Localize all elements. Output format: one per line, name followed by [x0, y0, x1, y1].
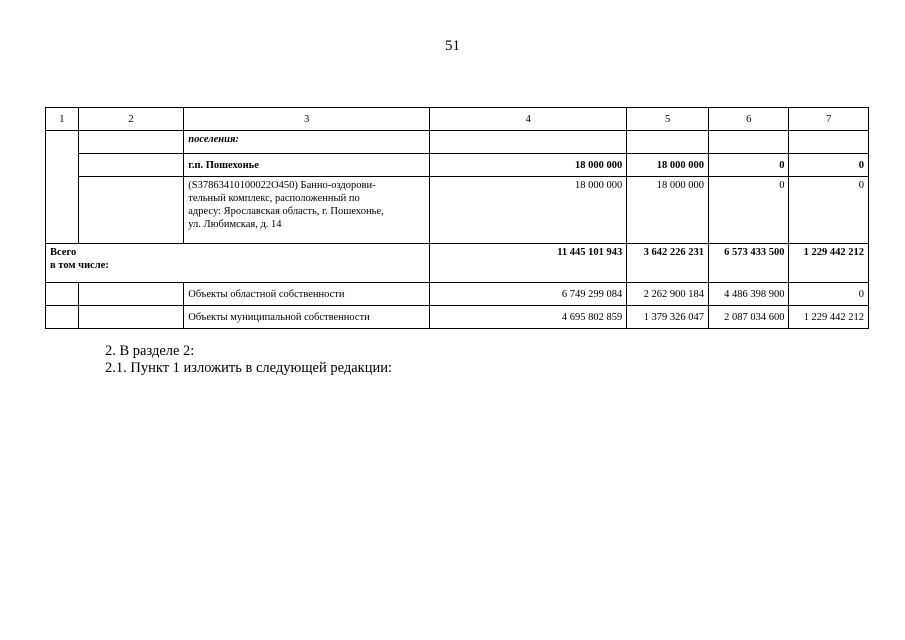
empty-cell [46, 306, 79, 329]
value-cell: 0 [708, 154, 789, 177]
value-cell: 4 695 802 859 [430, 306, 627, 329]
value-cell: 6 573 433 500 [708, 244, 789, 283]
table-row-settlement [46, 154, 869, 177]
table-row-section [46, 131, 869, 154]
empty-cell [78, 131, 184, 154]
value-cell: 18 000 000 [430, 154, 627, 177]
object-description-line: (S37863410100022O450) Банно-оздорови- [188, 180, 376, 191]
total-label-line: в том числе: [50, 260, 109, 271]
value-cell: 4 486 398 900 [708, 283, 789, 306]
table-header-row [46, 108, 869, 131]
empty-cell [627, 131, 709, 154]
column-header: 1 [46, 108, 79, 131]
value-cell: 1 379 326 047 [627, 306, 709, 329]
empty-cell [789, 131, 869, 154]
value-cell: 3 642 226 231 [627, 244, 709, 283]
total-label-line: Всего [50, 247, 77, 258]
table-row-object [46, 177, 869, 244]
municipal-label: Объекты муниципальной собственности [184, 306, 430, 329]
section-label: поселения: [184, 131, 430, 154]
empty-cell [78, 177, 184, 244]
value-cell: 18 000 000 [430, 177, 627, 244]
object-description-line: ул. Любимская, д. 14 [188, 219, 282, 230]
value-cell: 6 749 299 084 [430, 283, 627, 306]
column-header: 4 [430, 108, 627, 131]
page-number: 51 [445, 38, 460, 54]
empty-cell [708, 131, 789, 154]
paragraph-item-2-1: 2.1. Пункт 1 изложить в следующей редакции: [105, 360, 393, 376]
table-row-municipal [46, 306, 869, 329]
column-header: 3 [184, 108, 430, 131]
empty-cell [430, 131, 627, 154]
object-description [184, 177, 430, 244]
empty-cell [78, 283, 184, 306]
budget-table [45, 107, 869, 329]
value-cell: 0 [789, 283, 869, 306]
value-cell: 0 [789, 177, 869, 244]
paragraph-section-2: 2. В разделе 2: [105, 343, 195, 359]
column-header: 2 [78, 108, 184, 131]
empty-cell [46, 283, 79, 306]
table-row-regional [46, 283, 869, 306]
object-description-line: адресу: Ярославская область, г. Пошехонье, [188, 206, 384, 217]
value-cell: 0 [789, 154, 869, 177]
settlement-name: г.п. Пошехонье [184, 154, 430, 177]
value-cell: 11 445 101 943 [430, 244, 627, 283]
object-description-line: тельный комплекс, расположенный по [188, 193, 360, 204]
column-header: 5 [627, 108, 709, 131]
value-cell: 2 087 034 600 [708, 306, 789, 329]
empty-cell [46, 131, 79, 244]
empty-cell [78, 306, 184, 329]
regional-label: Объекты областной собственности [184, 283, 430, 306]
column-header: 6 [708, 108, 789, 131]
total-label [46, 244, 430, 283]
value-cell: 18 000 000 [627, 177, 709, 244]
value-cell: 18 000 000 [627, 154, 709, 177]
value-cell: 0 [708, 177, 789, 244]
value-cell: 1 229 442 212 [789, 306, 869, 329]
column-header: 7 [789, 108, 869, 131]
empty-cell [78, 154, 184, 177]
value-cell: 2 262 900 184 [627, 283, 709, 306]
table-row-total [46, 244, 869, 283]
value-cell: 1 229 442 212 [789, 244, 869, 283]
